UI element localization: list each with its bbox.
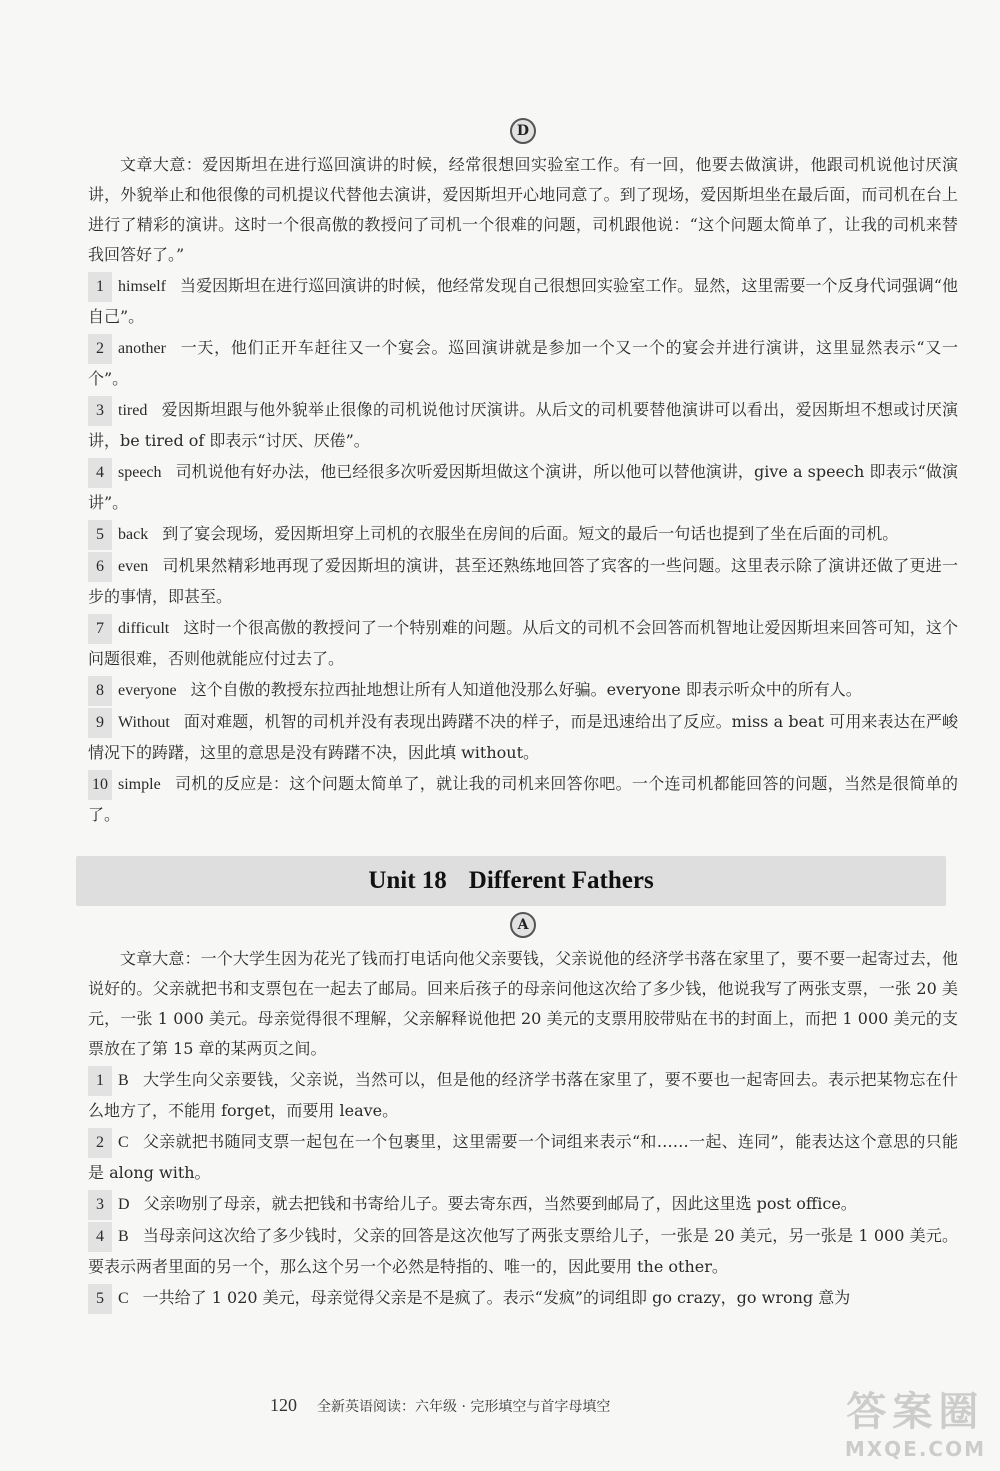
unit-label: Unit 18 xyxy=(368,867,447,894)
item-explanation: 当爱因斯坦在进行巡回演讲的时候，他经常发现自己很想回实验室工作。显然，这里需要一个反身代词强调“他自己”。 xyxy=(88,276,958,326)
item-explanation: 这个自傲的教授东拉西扯地想让所有人知道他没那么好骗。everyone 即表示听众中的所有人。 xyxy=(190,680,862,699)
item-number: 8 xyxy=(88,676,112,706)
section-d-summary: 文章大意：爱因斯坦在进行巡回演讲的时候，经常很想回实验室工作。有一回，他要去做演讲，他跟司机说他讨厌演讲，外貌举止和他很像的司机提议代替他去演讲，爱因斯坦开心地同意了。到了现场，爱因斯坦坐在最后面，而司机在台上进行了精彩的演讲。这时一个很高傲的教授问了司机一个很难的问题，司机跟他说：“这个问题太简单了，让我的司机来替我回答好了。” xyxy=(88,155,958,264)
section-badge-d: D xyxy=(510,118,536,144)
answer-item xyxy=(88,769,958,830)
item-explanation: 到了宴会现场，爱因斯坦穿上司机的衣服坐在房间的后面。短文的最后一句话也提到了坐在后面的司机。 xyxy=(162,524,899,543)
item-answer: C xyxy=(118,1290,129,1307)
item-explanation: 大学生向父亲要钱，父亲说，当然可以，但是他的经济学书落在家里了，要不要也一起寄回去。表示把某物忘在什么地方了，不能用 forget，而要用 leave。 xyxy=(88,1070,958,1120)
item-explanation: 当母亲问这次给了多少钱时，父亲的回答是这次他写了两张支票给儿子，一张是 20 美元，另一张是 1 000 美元。要表示两者里面的另一个，那么这个另一个必然是特指的、唯一的，因此要用 the other。 xyxy=(88,1226,958,1276)
item-answer: difficult xyxy=(118,620,170,637)
item-explanation: 一共给了 1 020 美元，母亲觉得父亲是不是疯了。表示“发疯”的词组即 go crazy，go wrong 意为 xyxy=(142,1288,851,1307)
answer-item xyxy=(88,707,958,768)
item-answer: even xyxy=(118,558,149,575)
item-number: 7 xyxy=(88,614,112,644)
answer-item xyxy=(88,1283,958,1314)
item-explanation: 爱因斯坦跟与他外貌举止很像的司机说他讨厌演讲。从后文的司机要替他演讲可以看出，爱因斯坦不想或讨厌演讲，be tired of 即表示“讨厌、厌倦”。 xyxy=(88,400,958,450)
section-a-items xyxy=(88,1065,958,1314)
item-answer: Without xyxy=(118,714,170,731)
item-number: 1 xyxy=(88,1066,112,1096)
item-explanation: 一天，他们正开车赶往又一个宴会。巡回演讲就是参加一个又一个的宴会并进行演讲，这里显然表示“又一个”。 xyxy=(88,338,958,388)
watermark-text: 答案圈 xyxy=(846,1389,985,1435)
answer-page xyxy=(88,118,958,1314)
item-answer: simple xyxy=(118,776,161,793)
item-explanation: 父亲吻别了母亲，就去把钱和书寄给儿子。要去寄东西，当然要到邮局了，因此这里选 post office。 xyxy=(143,1194,857,1213)
answer-item xyxy=(88,333,958,394)
item-number: 2 xyxy=(88,1128,112,1158)
answer-item xyxy=(88,1127,958,1188)
unit-banner xyxy=(76,856,946,906)
book-title: 全新英语阅读：六年级 · 完形填空与首字母填空 xyxy=(317,1398,611,1415)
item-number: 9 xyxy=(88,708,112,738)
item-explanation: 司机的反应是：这个问题太简单了，就让我的司机来回答你吧。一个连司机都能回答的问题，当然是很简单的了。 xyxy=(88,774,958,824)
item-number: 3 xyxy=(88,1190,112,1220)
item-number: 2 xyxy=(88,334,112,364)
section-badge-a: A xyxy=(510,912,536,938)
answer-item xyxy=(88,271,958,332)
item-number: 4 xyxy=(88,1222,112,1252)
section-a-summary: 文章大意：一个大学生因为花光了钱而打电话向他父亲要钱，父亲说他的经济学书落在家里了，要不要一起寄过去，他说好的。父亲就把书和支票包在一起去了邮局。回来后孩子的母亲问他这次给了多少钱，他说我写了两张支票，一张 20 美元，一张 1 000 美元。母亲觉得很不理解，父亲解释说他把 20 美元的支票用胶带贴在书的封面上，而把 1 000 美元的支票放在了第 15 章的某两页之间。 xyxy=(88,949,958,1058)
item-number: 5 xyxy=(88,1284,112,1314)
answer-item xyxy=(88,613,958,674)
item-number: 5 xyxy=(88,520,112,550)
item-explanation: 父亲就把书随同支票一起包在一个包裹里，这里需要一个词组来表示“和……一起、连同”，能表达这个意思的只能是 along with。 xyxy=(88,1132,958,1182)
unit-title: Different Fathers xyxy=(468,867,654,894)
answer-item xyxy=(88,1221,958,1282)
item-explanation: 司机果然精彩地再现了爱因斯坦的演讲，甚至还熟练地回答了宾客的一些问题。这里表示除了演讲还做了更进一步的事情，即甚至。 xyxy=(88,556,958,606)
answer-item xyxy=(88,395,958,456)
item-answer: everyone xyxy=(118,682,177,699)
item-number: 10 xyxy=(88,770,112,800)
answer-item xyxy=(88,675,958,706)
page-footer xyxy=(270,1395,730,1416)
watermark-logo xyxy=(845,1380,986,1461)
item-answer: tired xyxy=(118,402,148,419)
item-explanation: 面对难题，机智的司机并没有表现出踌躇不决的样子，而是迅速给出了反应。miss a beat 可用来表达在严峻情况下的踌躇，这里的意思是没有踌躇不决，因此填 without。 xyxy=(88,712,958,762)
item-answer: another xyxy=(118,340,166,357)
watermark-url: MXQE.COM xyxy=(844,1437,986,1461)
item-number: 6 xyxy=(88,552,112,582)
answer-item xyxy=(88,519,958,550)
answer-item xyxy=(88,1189,958,1220)
item-number: 4 xyxy=(88,458,112,488)
section-d-items xyxy=(88,271,958,830)
item-answer: himself xyxy=(118,278,166,295)
item-answer: back xyxy=(118,526,149,543)
item-answer: D xyxy=(118,1196,130,1213)
answer-item xyxy=(88,457,958,518)
page-number: 120 xyxy=(270,1395,297,1415)
answer-item xyxy=(88,551,958,612)
item-explanation: 司机说他有好办法，他已经很多次听爱因斯坦做这个演讲，所以他可以替他演讲，give a speech 即表示“做演讲”。 xyxy=(88,462,958,512)
item-number: 1 xyxy=(88,272,112,302)
item-explanation: 这时一个很高傲的教授问了一个特别难的问题。从后文的司机不会回答而机智地让爱因斯坦来回答可知，这个问题很难，否则他就能应付过去了。 xyxy=(88,618,958,668)
item-answer: B xyxy=(118,1072,129,1089)
item-answer: speech xyxy=(118,464,162,481)
item-answer: B xyxy=(118,1228,129,1245)
item-answer: C xyxy=(118,1134,129,1151)
answer-item xyxy=(88,1065,958,1126)
item-number: 3 xyxy=(88,396,112,426)
